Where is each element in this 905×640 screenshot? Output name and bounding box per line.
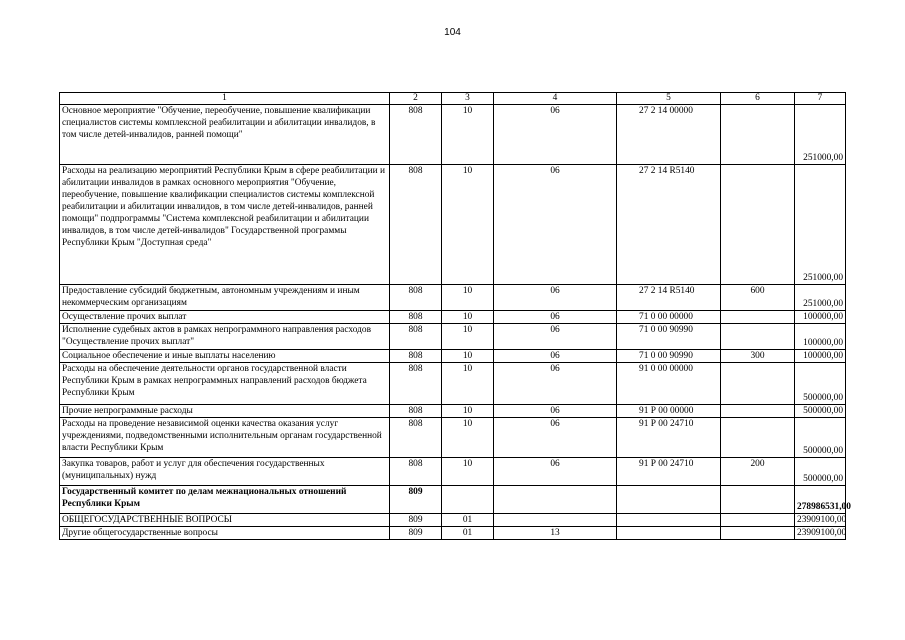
table-row (60, 105, 846, 165)
row-code-expense-type (721, 514, 795, 527)
row-code-expense-type (721, 324, 795, 350)
row-code-section: 10 (442, 418, 494, 458)
row-amount: 251000,00 (795, 165, 846, 285)
row-code-section: 10 (442, 405, 494, 418)
page-number: 104 (444, 27, 461, 38)
row-amount: 23909100,00 (795, 514, 846, 527)
row-code-section: 01 (442, 527, 494, 540)
row-code-grbs: 809 (390, 527, 442, 540)
table-row (60, 165, 846, 285)
row-code-expense-type (721, 311, 795, 324)
row-code-section: 10 (442, 285, 494, 311)
row-code-grbs: 808 (390, 285, 442, 311)
row-amount: 500000,00 (795, 458, 846, 486)
row-code-subsection: 06 (494, 285, 617, 311)
table-row (60, 405, 846, 418)
row-code-grbs: 808 (390, 165, 442, 285)
table-header-row (60, 93, 846, 105)
row-code-target: 71 0 00 90990 (617, 324, 721, 350)
row-code-section: 01 (442, 514, 494, 527)
row-description: Социальное обеспечение и иные выплаты населению (60, 350, 390, 363)
row-code-target: 27 2 14 R5140 (617, 285, 721, 311)
row-description: Государственный комитет по делам межнациональных отношений Республики Крым (60, 486, 390, 514)
row-description: Предоставление субсидий бюджетным, автономным учреждениям и иным некоммерческим организациям (60, 285, 390, 311)
row-code-section (442, 486, 494, 514)
row-description: Осуществление прочих выплат (60, 311, 390, 324)
row-amount: 100000,00 (795, 350, 846, 363)
row-code-expense-type (721, 527, 795, 540)
row-code-target: 91 Р 00 24710 (617, 458, 721, 486)
row-description: Закупка товаров, работ и услуг для обеспечения государственных (муниципальных) нужд (60, 458, 390, 486)
row-amount: 500000,00 (795, 405, 846, 418)
row-code-grbs: 808 (390, 350, 442, 363)
row-code-expense-type (721, 418, 795, 458)
header-cell: 6 (721, 93, 795, 105)
row-description: Расходы на проведение независимой оценки качества оказания услуг учреждениями, подведомственными исполнительным органам государственной власти Республики Крым (60, 418, 390, 458)
row-code-target: 27 2 14 R5140 (617, 165, 721, 285)
row-amount: 251000,00 (795, 285, 846, 311)
row-code-expense-type: 300 (721, 350, 795, 363)
row-code-expense-type (721, 105, 795, 165)
row-code-target: 71 0 00 90990 (617, 350, 721, 363)
row-code-grbs: 808 (390, 458, 442, 486)
row-code-target: 27 2 14 00000 (617, 105, 721, 165)
row-code-section: 10 (442, 165, 494, 285)
header-cell: 3 (442, 93, 494, 105)
row-code-expense-type: 600 (721, 285, 795, 311)
row-code-subsection (494, 514, 617, 527)
row-description: Прочие непрограммные расходы (60, 405, 390, 418)
table-row (60, 324, 846, 350)
row-description: Расходы на обеспечение деятельности органов государственной власти Республики Крым в рамках непрограммных направлений расходов бюджета Республики Крым (60, 363, 390, 405)
row-amount: 100000,00 (795, 324, 846, 350)
row-code-section: 10 (442, 458, 494, 486)
row-code-subsection: 06 (494, 165, 617, 285)
row-code-subsection: 13 (494, 527, 617, 540)
table-row (60, 514, 846, 527)
row-code-target (617, 486, 721, 514)
row-description: Расходы на реализацию мероприятий Республики Крым в сфере реабилитации и абилитации инвалидов в рамках основного мероприятия "Обучение, переобучение, повышение квалификации специалистов системы комплексной реабилитации и абилитации инвалидов, в том числе детей-инвалидов, ранней помощи" подпрограммы "Система комплексной реабилитации и абилитации инвалидов, в том числе детей-инвалидов" Государственной программы Республики Крым "Доступная среда" (60, 165, 390, 285)
row-code-subsection: 06 (494, 418, 617, 458)
row-code-subsection: 06 (494, 363, 617, 405)
row-code-grbs: 808 (390, 311, 442, 324)
row-description: Исполнение судебных актов в рамках непрограммного направления расходов "Осуществление прочих выплат" (60, 324, 390, 350)
row-code-subsection: 06 (494, 311, 617, 324)
row-code-expense-type (721, 486, 795, 514)
row-code-target: 71 0 00 00000 (617, 311, 721, 324)
row-code-grbs: 808 (390, 363, 442, 405)
table-row (60, 458, 846, 486)
row-code-subsection: 06 (494, 324, 617, 350)
table-row (60, 311, 846, 324)
row-description: ОБЩЕГОСУДАРСТВЕННЫЕ ВОПРОСЫ (60, 514, 390, 527)
row-code-target (617, 527, 721, 540)
row-code-section: 10 (442, 311, 494, 324)
header-cell: 2 (390, 93, 442, 105)
row-amount: 23909100,00 (795, 527, 846, 540)
table-row (60, 363, 846, 405)
row-description: Другие общегосударственные вопросы (60, 527, 390, 540)
row-code-subsection: 06 (494, 458, 617, 486)
row-code-subsection: 06 (494, 350, 617, 363)
header-cell: 7 (795, 93, 846, 105)
table-row (60, 285, 846, 311)
row-amount: 500000,00 (795, 418, 846, 458)
row-amount: 100000,00 (795, 311, 846, 324)
row-code-target: 91 0 00 00000 (617, 363, 721, 405)
row-code-section: 10 (442, 324, 494, 350)
row-code-subsection: 06 (494, 105, 617, 165)
row-description: Основное мероприятие "Обучение, переобучение, повышение квалификации специалистов системы комплексной реабилитации и абилитации инвалидов, в том числе детей-инвалидов, ранней помощи" (60, 105, 390, 165)
row-code-target (617, 514, 721, 527)
budget-table (59, 92, 851, 540)
row-code-section: 10 (442, 350, 494, 363)
row-code-section: 10 (442, 363, 494, 405)
row-amount: 278986531,00 (795, 486, 846, 514)
row-code-grbs: 808 (390, 105, 442, 165)
table-row (60, 527, 846, 540)
row-amount: 251000,00 (795, 105, 846, 165)
row-code-grbs: 808 (390, 418, 442, 458)
row-code-grbs: 808 (390, 324, 442, 350)
row-code-grbs: 808 (390, 405, 442, 418)
row-code-subsection: 06 (494, 405, 617, 418)
header-cell: 1 (60, 93, 390, 105)
row-code-section: 10 (442, 105, 494, 165)
row-code-expense-type: 200 (721, 458, 795, 486)
row-amount: 500000,00 (795, 363, 846, 405)
header-cell: 5 (617, 93, 721, 105)
row-code-expense-type (721, 165, 795, 285)
row-code-expense-type (721, 405, 795, 418)
row-code-grbs: 809 (390, 514, 442, 527)
row-code-grbs: 809 (390, 486, 442, 514)
table-row (60, 486, 846, 514)
row-code-subsection (494, 486, 617, 514)
row-code-target: 91 Р 00 24710 (617, 418, 721, 458)
table-row (60, 418, 846, 458)
row-code-expense-type (721, 363, 795, 405)
header-cell: 4 (494, 93, 617, 105)
table-row (60, 350, 846, 363)
row-code-target: 91 Р 00 00000 (617, 405, 721, 418)
